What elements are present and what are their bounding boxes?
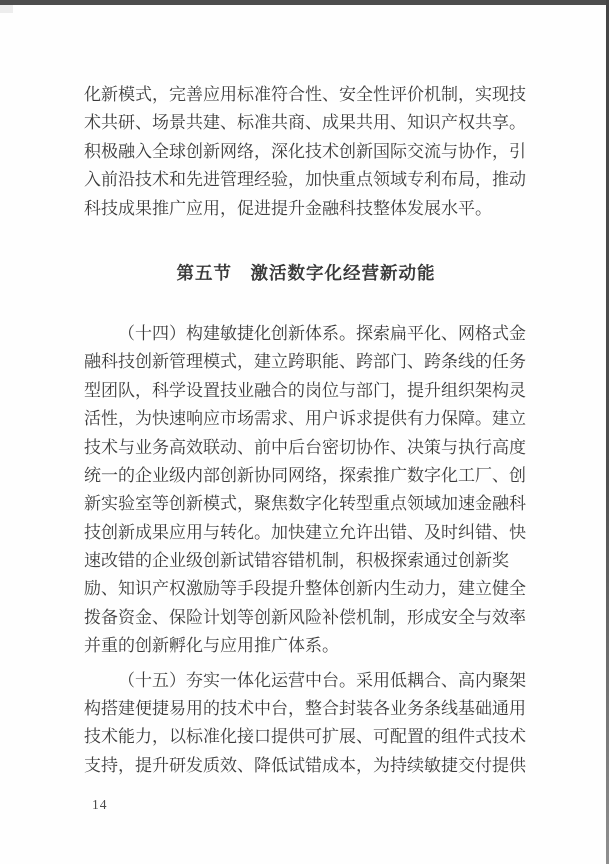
text-line: 型团队，科学设置技业融合的岗位与部门，提升组织架构灵 <box>84 380 526 400</box>
page-number: 14 <box>92 797 108 812</box>
paragraph-continuation <box>84 81 528 223</box>
text-line: 技术与业务高效联动、前中后台密切协作、决策与执行高度 <box>84 437 526 457</box>
scan-corner-artifact <box>0 5 13 13</box>
text-line: 入前沿技术和先进管理经验，加快重点领域专利布局，推动 <box>84 170 526 190</box>
text-line: （十四）构建敏捷化创新体系。探索扁平化、网格式金 <box>118 323 526 343</box>
text-line: 融科技创新管理模式，建立跨职能、跨部门、跨条线的任务 <box>84 352 526 372</box>
text-line: （十五）夯实一体化运营中台。采用低耦合、高内聚架 <box>118 670 526 690</box>
text-line: 科技成果推广应用，促进提升金融科技整体发展水平。 <box>84 198 492 218</box>
text-line: 速改错的企业级创新试错容错机制，积极探索通过创新奖 <box>84 551 509 571</box>
text-line: 技创新成果应用与转化。加快建立允许出错、及时纠错、快 <box>84 522 526 542</box>
text-line: 技术能力，以标准化接口提供可扩展、可配置的组件式技术 <box>84 727 526 747</box>
text-line: 拨备资金、保险计划等创新风险补偿机制，形成安全与效率 <box>84 607 526 627</box>
paragraph-item-14 <box>84 320 528 661</box>
section-heading: 第五节 激活数字化经营新动能 <box>176 262 436 283</box>
text-line: 活性，为快速响应市场需求、用户诉求提供有力保障。建立 <box>84 409 526 429</box>
text-line: 术共研、场景共建、标准共商、成果共用、知识产权共享。 <box>84 113 526 133</box>
page-content <box>84 81 528 780</box>
paragraph-item-15 <box>84 667 528 781</box>
scan-edge-top <box>0 0 609 5</box>
text-line: 积极融入全球创新网络，深化技术创新国际交流与协作，引 <box>84 141 526 161</box>
text-line: 并重的创新孵化与应用推广体系。 <box>84 636 339 656</box>
text-line: 统一的企业级内部创新协同网络，探索推广数字化工厂、创 <box>84 465 526 485</box>
text-line: 新实验室等创新模式，聚焦数字化转型重点领域加速金融科 <box>84 494 526 514</box>
text-line: 构搭建便捷易用的技术中台，整合封装各业务条线基础通用 <box>84 699 526 719</box>
text-line: 励、知识产权激励等手段提升整体创新内生动力，建立健全 <box>84 579 526 599</box>
text-line: 化新模式，完善应用标准符合性、安全性评价机制，实现技 <box>84 85 526 104</box>
text-line: 支持，提升研发质效、降低试错成本，为持续敏捷交付提供 <box>84 755 526 775</box>
